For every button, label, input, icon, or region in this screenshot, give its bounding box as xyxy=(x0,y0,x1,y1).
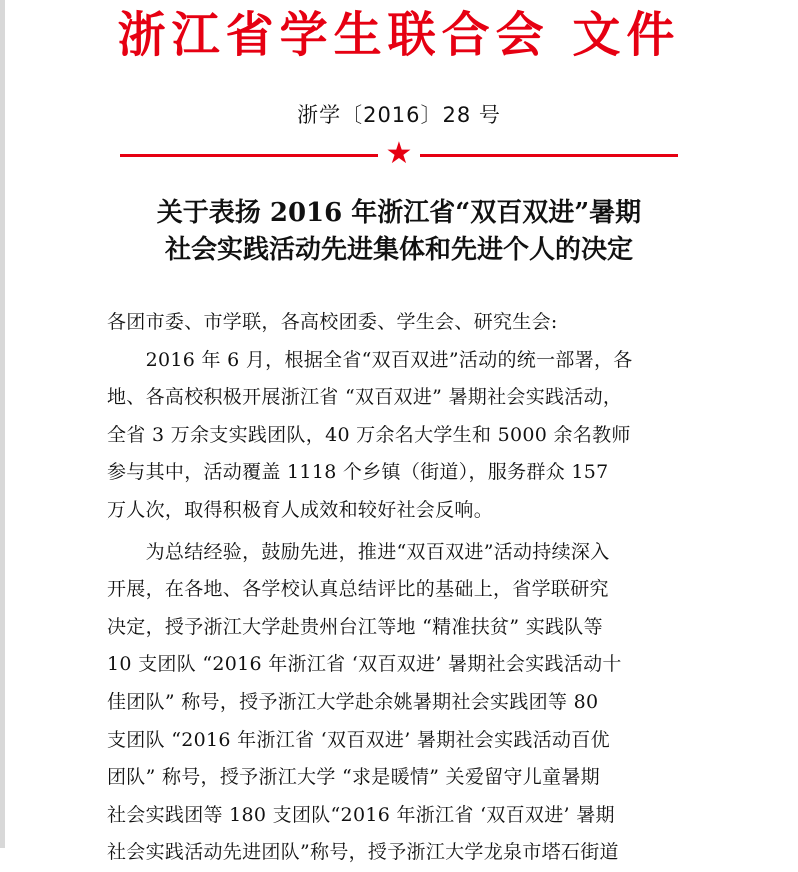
paragraph-line: 开展，在各地、各学校认真总结评比的基础上，省学联研究 xyxy=(107,578,609,601)
paragraph-2 xyxy=(107,534,692,872)
star-icon: ★ xyxy=(385,136,413,171)
document-title-line-2: 社会实践活动先进集体和先进个人的决定 xyxy=(164,235,633,265)
paragraph-line: 社会实践团等 180 支团队“2016 年浙江省 ‘双百双进’ 暑期 xyxy=(107,803,615,826)
document-title-line-1: 关于表扬 2016 年浙江省“双百双进”暑期 xyxy=(156,198,642,228)
salutation: 各团市委、市学联，各高校团委、学生会、研究生会: xyxy=(107,311,558,333)
paragraph-1 xyxy=(107,342,692,530)
paragraph-line: 2016 年 6 月，根据全省“双百双进”活动的统一部署，各 xyxy=(107,348,633,371)
paragraph-line: 社会实践活动先进团队”称号，授予浙江大学龙泉市塔石街道 xyxy=(107,841,619,864)
paragraph-line: 10 支团队 “2016 年浙江省 ‘双百双进’ 暑期社会实践活动十 xyxy=(107,653,622,676)
paragraph-line: 参与其中，活动覆盖 1118 个乡镇（街道），服务群众 157 xyxy=(107,461,609,484)
paragraph-line: 团队” 称号，授予浙江大学 “求是暖情” 关爱留守儿童暑期 xyxy=(107,766,600,789)
document-number: 浙学〔2016〕28 号 xyxy=(297,103,501,127)
paragraph-line: 佳团队” 称号，授予浙江大学赴余姚暑期社会实践团等 80 xyxy=(107,690,599,713)
red-separator xyxy=(120,136,678,171)
paragraph-line: 全省 3 万余支实践团队，40 万余名大学生和 5000 余名教师 xyxy=(107,423,631,446)
separator-line-left xyxy=(120,154,378,157)
red-header-title: 浙江省学生联合会 文件 xyxy=(117,7,681,63)
paragraph-line: 决定，授予浙江大学赴贵州台江等地 “精准扶贫” 实践队等 xyxy=(107,615,603,638)
separator-line-right xyxy=(420,154,678,157)
document-title xyxy=(90,195,708,269)
document-body xyxy=(107,304,692,872)
paragraph-line: 地、各高校积极开展浙江省 “双百双进” 暑期社会实践活动， xyxy=(107,386,623,409)
paragraph-line: 万人次，取得积极育人成效和较好社会反响。 xyxy=(107,498,494,521)
paragraph-line: 支团队 “2016 年浙江省 ‘双百双进’ 暑期社会实践活动百优 xyxy=(107,728,610,751)
paragraph-line: 为总结经验，鼓励先进，推进“双百双进”活动持续深入 xyxy=(107,540,610,563)
